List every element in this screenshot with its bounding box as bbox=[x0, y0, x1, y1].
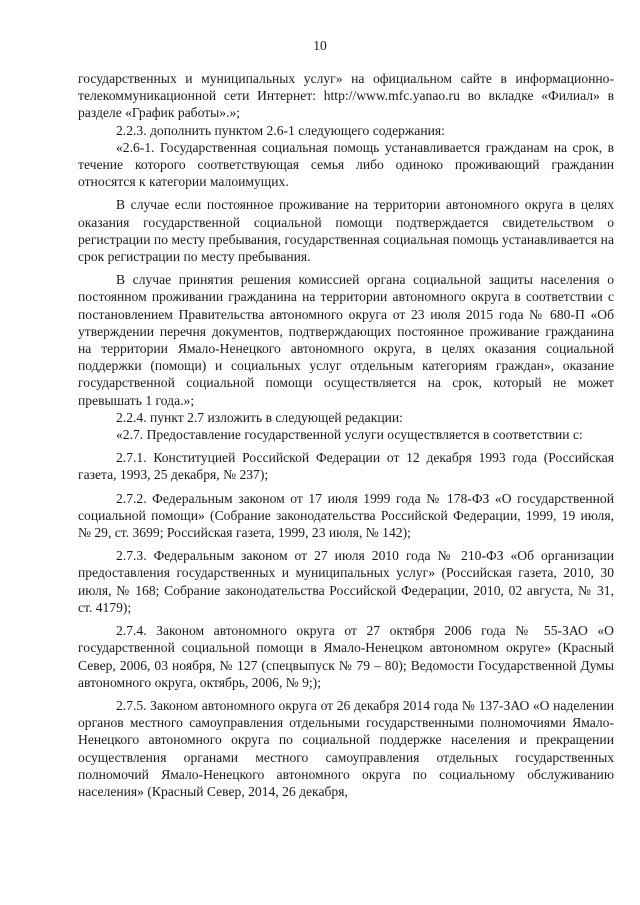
document-body bbox=[78, 70, 614, 800]
paragraph-2-7-3: 2.7.3. Федеральным законом от 27 июля 2010 года № 210-ФЗ «Об организации предоставления государственных и муниципальных услуг» (Российская газета, 2010, 30 июля, № 168; Собрание законодательства Российской Федерации, 2010, 02 августа, № 31, ст. 4179); bbox=[78, 548, 614, 615]
paragraph-2-7-1: 2.7.1. Конституцией Российской Федерации от 12 декабря 1993 года (Российская газета, 1993, 25 декабря, № 237); bbox=[78, 450, 614, 483]
paragraph-commission-decision: В случае принятия решения комиссией органа социальной защиты населения о постоянном проживании гражданина на территории автономного округа в соответствии с постановлением Правительства автономного округа от 23 июля 2015 года № 680-П «Об утверждении перечня документов, подтверждающих постоянное проживание гражданина на территории Ямало-Ненецкого автономного округа, в целях оказания социальной поддержки (помощи) и социальных услуг отдельным категориям граждан», оказание государственной социальной помощи осуществляется на срок, который не может превышать 1 года.»; bbox=[78, 272, 614, 408]
paragraph-continuation: государственных и муниципальных услуг» на официальном сайте в информационно-телекоммуникационной сети Интернет: http://www.mfc.yanao.ru во вкладке «Филиал» в разделе «График работы».»; bbox=[78, 71, 614, 121]
paragraph-temporary-registration: В случае если постоянное проживание на территории автономного округа в целях оказания государственной социальной помощи подтверждается свидетельством о регистрации по месту пребывания, государственная социальная помощь устанавливается на срок регистрации по месту пребывания. bbox=[78, 197, 614, 265]
paragraph-2-2-4: 2.2.4. пункт 2.7 изложить в следующей редакции: bbox=[116, 409, 403, 425]
paragraph-2-2-3: 2.2.3. дополнить пунктом 2.6-1 следующего содержания: bbox=[116, 122, 445, 138]
paragraph-2-7: «2.7. Предоставление государственной услуги осуществляется в соответствии с: bbox=[116, 427, 583, 443]
paragraph-2-7-2: 2.7.2. Федеральным законом от 17 июля 1999 года № 178-ФЗ «О государственной социальной помощи» (Собрание законодательства Российской Федерации, 1999, 19 июля, № 29, ст. 3699; Российская газета, 1999, 23 июля, № 142); bbox=[78, 490, 614, 541]
page-number: 10 bbox=[313, 38, 327, 53]
paragraph-2-7-4: 2.7.4. Законом автономного округа от 27 октября 2006 года № 55-ЗАО «О государственной социальной помощи в Ямало-Ненецком автономном округе» (Красный Север, 2006, 03 ноября, № 127 (спецвыпуск № 79 – 80); Ведомости Государственной Думы автономного округа, октябрь, 2006, № 9;); bbox=[78, 623, 614, 690]
paragraph-2-7-5: 2.7.5. Законом автономного округа от 26 декабря 2014 года № 137-ЗАО «О наделении органов местного самоуправления отдельными государственными полномочиями Ямало-Ненецкого автономного округа по социальной поддержке населения и прекращении осуществления органами местного самоуправления отдельных государственных полномочий Ямало-Ненецкого автономного округа по социальному обслуживанию населения» (Красный Север, 2014, 26 декабря, bbox=[78, 697, 614, 799]
paragraph-2-6-1: «2.6-1. Государственная социальная помощь устанавливается гражданам на срок, в течение которого соответствующая семья либо одиноко проживающий гражданин относятся к категории малоимущих. bbox=[78, 139, 614, 190]
